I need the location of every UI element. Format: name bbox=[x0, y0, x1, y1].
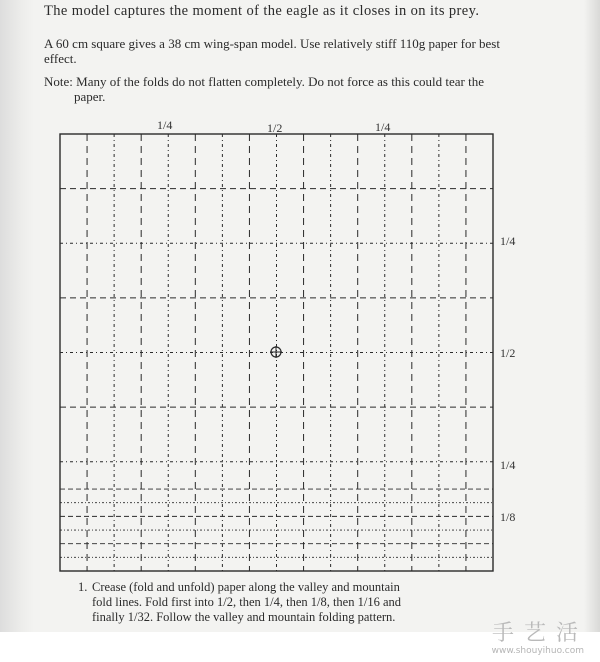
right-label-half: 1/2 bbox=[500, 346, 516, 360]
caption-line-3: finally 1/32. Follow the valley and mountain folding pattern. bbox=[92, 610, 396, 624]
top-label-quarter-left: 1/4 bbox=[157, 118, 173, 132]
right-label-quarter-bottom: 1/4 bbox=[500, 458, 516, 472]
step-number: 1. bbox=[78, 580, 88, 594]
watermark-logo: 手艺活 bbox=[491, 621, 588, 646]
caption-line-2: fold lines. Fold first into 1/2, then 1/4, then 1/8, then 1/16 and bbox=[92, 595, 402, 609]
paper-spec-text: A 60 cm square gives a 38 cm wing-span model. Use relatively stiff 110g paper for best effect. bbox=[44, 36, 500, 66]
top-label-half: 1/2 bbox=[267, 121, 283, 135]
right-label-quarter-top: 1/4 bbox=[500, 234, 516, 248]
note-label: Note: bbox=[44, 74, 73, 89]
intro-text: The model captures the moment of the eagle as it closes in on its prey. bbox=[44, 3, 480, 19]
step-1-caption bbox=[78, 580, 458, 625]
caption-line-1: Crease (fold and unfold) paper along the valley and mountain bbox=[92, 580, 400, 594]
watermark-url: www.shouyihuo.com bbox=[491, 646, 584, 656]
note-continuation: paper. bbox=[74, 89, 106, 104]
note-body: Many of the folds do not flatten completely. Do not force as this could tear the bbox=[76, 74, 484, 89]
top-label-quarter-right: 1/4 bbox=[375, 120, 391, 134]
right-label-eighth: 1/8 bbox=[500, 510, 516, 524]
